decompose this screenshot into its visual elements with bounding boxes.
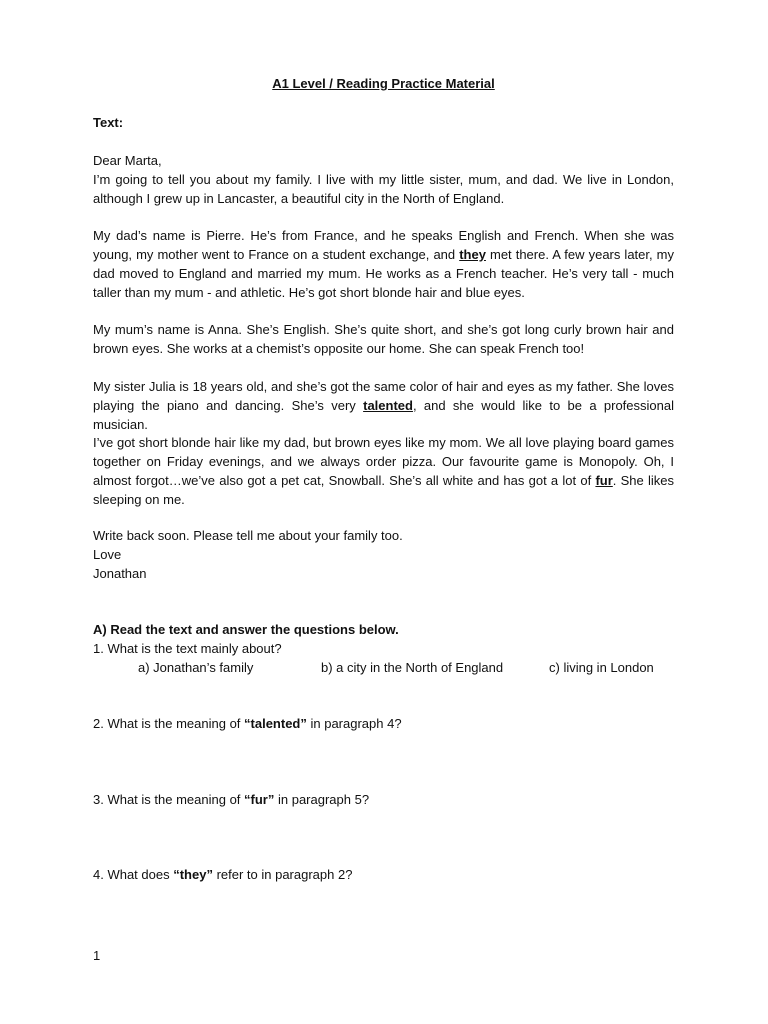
keyword-fur: fur — [595, 473, 613, 488]
paragraph-4 — [93, 377, 674, 434]
question-4 — [93, 865, 674, 884]
keyword-they: they — [459, 247, 486, 262]
question-1-options — [93, 658, 674, 677]
option-b: b) a city in the North of England — [321, 660, 504, 675]
paragraph-2-text-after: met there. A few years later, my dad moved to England and married my mum. He works as a French teacher. He’s very tall - much taller than my mum - and athletic. He’s got short blonde hair and blue eyes. — [93, 247, 675, 300]
question-4-text-after: refer to in paragraph 2? — [212, 867, 353, 882]
paragraph-2 — [93, 226, 674, 302]
closing-love: Love — [93, 547, 122, 562]
paragraph-5-text-before: I’ve got short blonde hair like my dad, but brown eyes like my mom. We all love playing board games together on Friday evenings, and we always order pizza. Our favourite game is Monopoly. Oh, I almost forgot…we’ve also got a pet cat, Snowball. She’s all white and has got a lot of — [93, 435, 674, 488]
question-3-text-before: 3. What is the meaning of — [93, 792, 245, 807]
letter-greeting: Dear Marta, — [93, 153, 162, 168]
keyword-talented: talented — [363, 398, 413, 413]
question-2-text-after: in paragraph 4? — [306, 716, 402, 731]
paragraph-5 — [93, 433, 674, 509]
paragraph-1: I’m going to tell you about my family. I live with my little sister, mum, and dad. We live in London, although I grew up in Lancaster, a beautiful city in the North of England. — [93, 172, 674, 206]
paragraph-5-text-after: . She likes sleeping on me. — [93, 473, 674, 507]
text-label: Text: — [93, 115, 124, 130]
option-c: c) living in London — [549, 660, 654, 675]
question-2-text-before: 2. What is the meaning of — [93, 716, 245, 731]
question-3 — [93, 790, 674, 809]
option-a: a) Jonathan’s family — [138, 660, 254, 675]
paragraph-2-text-before: My dad’s name is Pierre. He’s from France, and he speaks English and French. When she was young, my mother went to France on a student exchange, and — [93, 228, 674, 262]
question-4-keyword: “they” — [173, 867, 213, 882]
paragraph-4-text-after: , and she would like to be a professional musician. — [93, 398, 674, 432]
section-a-heading: A) Read the text and answer the questions below. — [93, 622, 399, 637]
page-title: A1 Level / Reading Practice Material — [272, 76, 495, 91]
question-3-text-after: in paragraph 5? — [274, 792, 370, 807]
question-1: 1. What is the text mainly about? — [93, 641, 282, 656]
signature-name: Jonathan — [93, 566, 147, 581]
question-2-keyword: “talented” — [244, 716, 307, 731]
question-3-keyword: “fur” — [244, 792, 275, 807]
question-4-text-before: 4. What does — [93, 867, 174, 882]
closing-line: Write back soon. Please tell me about your family too. — [93, 528, 403, 543]
question-2 — [93, 714, 674, 733]
paragraph-3: My mum’s name is Anna. She’s English. She’s quite short, and she’s got long curly brown hair and brown eyes. She works at a chemist’s opposite our home. She can speak French too! — [93, 322, 674, 356]
paragraph-4-text-before: My sister Julia is 18 years old, and she’s got the same color of hair and eyes as my father. She loves playing the piano and dancing. She’s very — [93, 379, 674, 413]
page-number: 1 — [93, 948, 101, 963]
